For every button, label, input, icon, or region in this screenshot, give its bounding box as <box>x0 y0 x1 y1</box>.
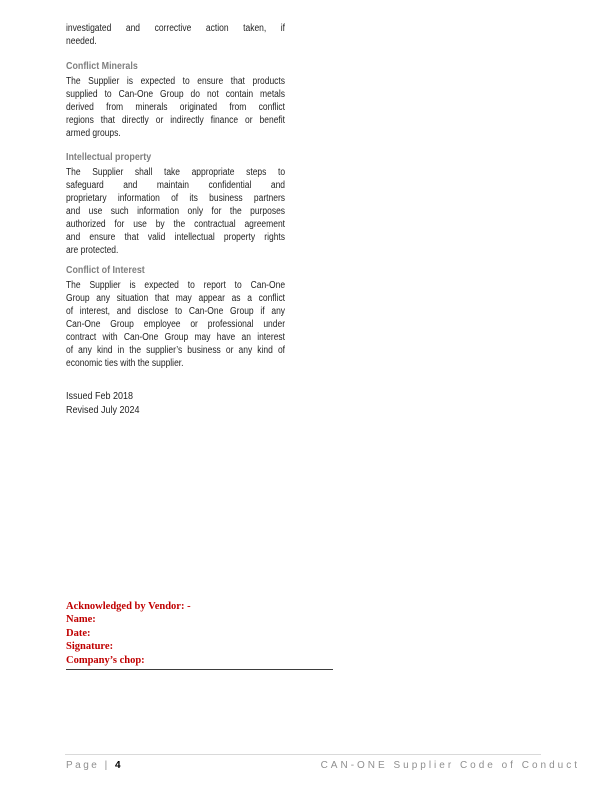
text-line: supplied to Can-One Group do not contain metals <box>66 89 286 100</box>
continued-paragraph <box>66 22 285 48</box>
footer-page-number: 4 <box>115 760 124 771</box>
text-line: derived from minerals originated from conflict <box>66 102 286 113</box>
acknowledgement-block <box>66 600 191 667</box>
issued-revised-block <box>66 390 140 417</box>
footer-page-indicator <box>66 760 123 772</box>
text-line: needed. <box>66 36 97 47</box>
section-heading-conflict-of-interest: Conflict of Interest <box>66 264 145 276</box>
section-heading-intellectual-property: Intellectual property <box>66 151 152 163</box>
footer-document-title: CAN-ONE Supplier Code of Conduct <box>320 760 580 771</box>
text-line: Company’s chop: <box>66 654 145 666</box>
text-line: contract with Can-One Group may have an interest <box>66 332 286 343</box>
text-line: Signature: <box>66 641 114 653</box>
section-body-conflict-minerals <box>66 75 285 140</box>
text-line: armed groups. <box>66 128 121 139</box>
text-line: Name: <box>66 614 96 626</box>
text-line: Date: <box>66 627 91 639</box>
footer-rule <box>65 754 541 755</box>
text-line: The Supplier shall take appropriate steps to <box>66 167 286 178</box>
text-line: economic ties with the supplier. <box>66 358 184 369</box>
text-line: The Supplier is expected to ensure that products <box>66 76 286 87</box>
text-line: Acknowledged by Vendor: - <box>66 601 191 612</box>
text-line: safeguard and maintain confidential and <box>66 180 286 191</box>
text-line: Issued Feb 2018 <box>66 391 134 402</box>
section-body-intellectual-property <box>66 166 285 257</box>
signature-divider <box>66 669 333 670</box>
text-line: of interest, and disclose to Can-One Group if any <box>66 306 286 317</box>
text-line: Group any situation that may appear as a conflict <box>66 293 286 304</box>
text-line: are protected. <box>66 245 119 256</box>
section-heading-conflict-minerals: Conflict Minerals <box>66 60 138 72</box>
text-line: of any kind in the supplier’s business or any kind of <box>66 345 286 356</box>
text-line: and use such information only for the purposes <box>66 206 286 217</box>
text-line: The Supplier is expected to report to Can-One <box>66 280 286 291</box>
text-line: Can-One Group employee or professional under <box>66 319 286 330</box>
text-line: proprietary information of its business partners <box>66 193 286 204</box>
text-line: Revised July 2024 <box>66 404 140 416</box>
text-line: authorized for use by the contractual agreement <box>66 219 286 230</box>
footer-page-label: Page | <box>66 760 116 771</box>
section-body-conflict-of-interest <box>66 279 285 370</box>
text-line: regions that directly or indirectly finance or benefit <box>66 115 286 126</box>
text-line: and ensure that valid intellectual property rights <box>66 232 286 243</box>
text-line: investigated and corrective action taken, if <box>66 23 286 34</box>
